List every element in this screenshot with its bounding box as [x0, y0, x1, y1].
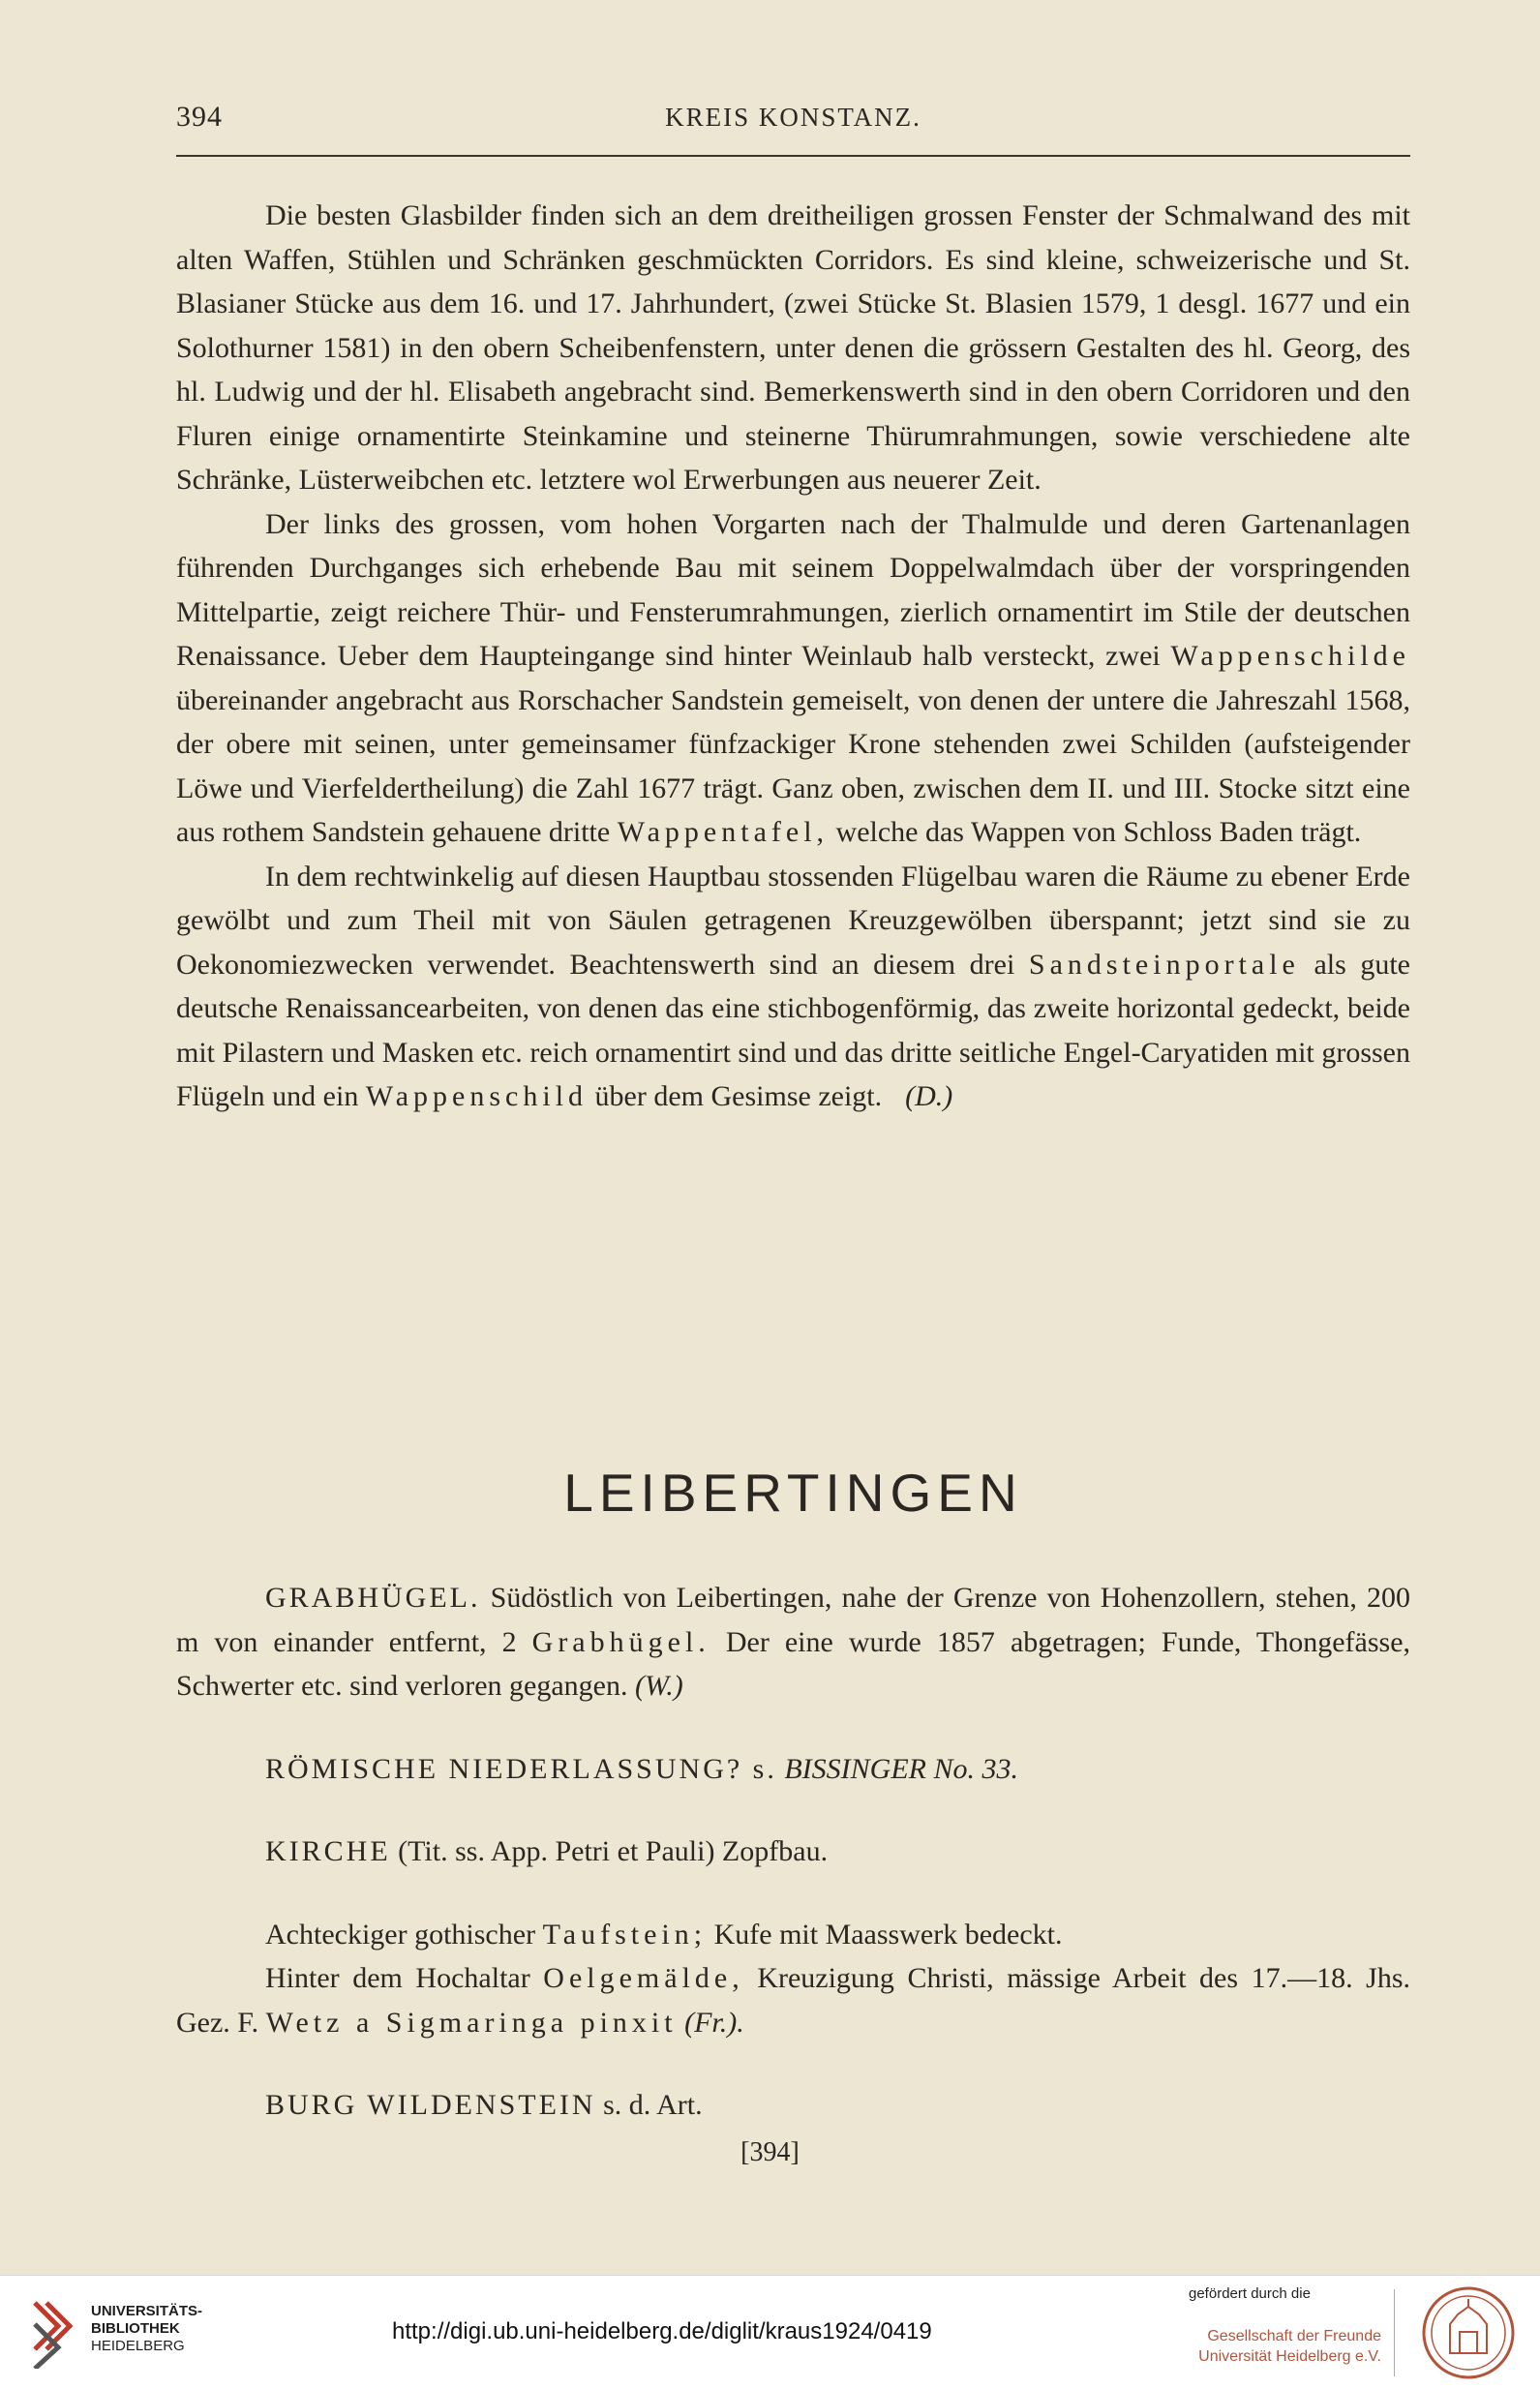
entry-text: Der eine wurde 1857 abgetragen; Funde, Thongefässe, Schwerter etc. sind verloren gegangen.	[176, 1625, 1411, 1702]
library-name-line: HEIDELBERG	[91, 2338, 185, 2354]
author-signature: (Fr.).	[684, 2006, 744, 2039]
section-entries	[176, 1576, 1410, 2128]
spaced-term: Wappentafel,	[617, 816, 830, 848]
spaced-term: Wappenschild	[365, 1080, 589, 1112]
entry-grabhuegel	[176, 1576, 1410, 1709]
spaced-term: Wappenschilde	[1170, 640, 1410, 672]
entry-text: (Tit. ss. App. Petri et Pauli) Zopfbau.	[398, 1835, 829, 1867]
reference-link: BISSINGER No. 33.	[784, 1752, 1018, 1785]
author-signature: (D.)	[905, 1080, 953, 1112]
entry-text: Hinter dem Hochaltar	[265, 1962, 530, 1994]
entry-text: Kreuzigung Christi, mässige Arbeit des 17.—18. Jhs. Gez. F.	[176, 1962, 1411, 2039]
section-heading: LEIBERTINGEN	[563, 1463, 1023, 1523]
entry-text: Achteckiger gothischer	[265, 1918, 536, 1951]
spaced-term: Wetz a Sigmaringa pinxit	[265, 2006, 678, 2039]
paragraph-text: als gute deutsche Renaissancearbeiten, von denen das eine stichbogenförmig, das zweite horizontal gedeckt, beide mit Pilastern und Masken etc. reich ornamentirt sind und das dritte seitliche Engel-Caryatiden mit grossen Flügeln und ein	[176, 948, 1410, 1112]
entry-text: Südöstlich von Leibertingen, nahe der Grenze von Hohenzollern, stehen, 200 m von einander entfernt, 2	[176, 1582, 1411, 1658]
library-logo-icon	[29, 2295, 85, 2369]
library-name-line: BIBLIOTHEK	[91, 2320, 180, 2337]
paragraph-text: welche das Wappen von Schloss Baden trägt.	[835, 816, 1362, 848]
entry-text: Kufe mit Maasswerk bedeckt.	[713, 1918, 1063, 1951]
permalink-url[interactable]: http://digi.ub.uni-heidelberg.de/diglit/kraus1924/0419	[392, 2318, 932, 2344]
paragraph-glasbilder	[176, 194, 1410, 502]
paragraph-fluegelbau	[176, 855, 1410, 1119]
running-header	[176, 97, 1410, 136]
paragraph-text: über dem Gesimse zeigt.	[594, 1080, 883, 1112]
entry-lead: RÖMISCHE NIEDERLASSUNG? s.	[265, 1752, 777, 1785]
spaced-term: Taufstein;	[542, 1918, 708, 1951]
entry-hochaltar	[176, 1956, 1410, 2044]
folio-number: [394]	[740, 2137, 800, 2167]
paragraph-text: In dem rechtwinkelig auf diesen Hauptbau stossenden Flügelbau waren die Räume zu ebener Erde gewölbt und zum Theil mit von Säulen getragenen Kreuzgewölben überspannt; jetzt sind sie zu Oekonomiezwecken verwendet. Beachtenswerth sind an diesem drei	[176, 860, 1410, 981]
author-signature: (W.)	[634, 1670, 683, 1702]
entry-lead: KIRCHE	[265, 1835, 391, 1867]
footer-bar	[0, 2275, 1540, 2389]
running-title: KREIS KONSTANZ.	[665, 103, 921, 132]
entry-roemische	[176, 1747, 1410, 1792]
library-name	[91, 2303, 202, 2355]
sponsor-name-line: Universität Heidelberg e.V.	[1198, 2348, 1381, 2365]
spaced-term: Grabhügel.	[531, 1625, 710, 1658]
entry-taufstein	[176, 1913, 1410, 1957]
footer-divider	[1394, 2289, 1395, 2376]
sponsor-name	[1198, 2326, 1381, 2367]
sponsor-name-line: Gesellschaft der Freunde	[1207, 2328, 1381, 2344]
entry-text: s. d. Art.	[603, 2089, 703, 2121]
paragraph-text: übereinander angebracht aus Rorschacher Sandstein gemeiselt, von denen der untere die Jahreszahl 1568, der obere mit seinen, unter gemeinsamer fünfzackiger Krone stehenden zwei Schilden (aufsteigender Löwe und Vierfeldertheilung) die Zahl 1677 trägt. Ganz oben, zwischen dem II. und III. Stocke sitzt eine aus rothem Sandstein gehauene dritte	[176, 683, 1410, 848]
library-name-line: UNIVERSITÄTS-	[91, 2303, 203, 2319]
body-text	[176, 194, 1410, 1119]
entry-lead: BURG WILDENSTEIN	[265, 2089, 596, 2121]
spaced-term: Oelgemälde,	[543, 1962, 744, 1994]
paragraph-text: Der links des grossen, vom hohen Vorgarten nach der Thalmulde und deren Gartenanlagen führenden Durchganges sich erhebende Bau mit seinem Doppelwalmdach über der vorspringenden Mittelpartie, zeigt reichere Thür- und Fensterumrahmungen, zierlich ornamentirt im Stile der deutschen Renaissance. Ueber dem Haupteingange sind hinter Weinlaub halb versteckt, zwei	[176, 507, 1410, 672]
university-seal-icon	[1421, 2285, 1516, 2380]
paragraph-bau	[176, 502, 1410, 855]
entry-kirche	[176, 1830, 1410, 1874]
entry-lead: GRABHÜGEL.	[265, 1582, 481, 1614]
sponsor-note: gefördert durch die	[1189, 2285, 1311, 2302]
entry-burg	[176, 2083, 1410, 2128]
page-number: 394	[176, 101, 223, 133]
header-rule	[176, 155, 1410, 157]
paragraph-text: Die besten Glasbilder finden sich an dem dreitheiligen grossen Fenster der Schmalwand des mit alten Waffen, Stühlen und Schränken geschmückten Corridors. Es sind kleine, schweizerische und St. Blasianer Stücke aus dem 16. und 17. Jahrhundert, (zwei Stücke St. Blasien 1579, 1 desgl. 1677 und ein Solothurner 1581) in den obern Scheibenfenstern, unter denen die grössern Gestalten des hl. Georg, des hl. Ludwig und der hl. Elisabeth angebracht sind. Bemerkenswerth sind in den obern Corridoren und den Fluren einige ornamentirte Steinkamine und steinerne Thürumrahmungen, sowie verschiedene alte Schränke, Lüsterweibchen etc. letztere wol Erwerbungen aus neuerer Zeit.	[176, 199, 1410, 496]
spaced-term: Sandsteinportale	[1028, 948, 1300, 981]
